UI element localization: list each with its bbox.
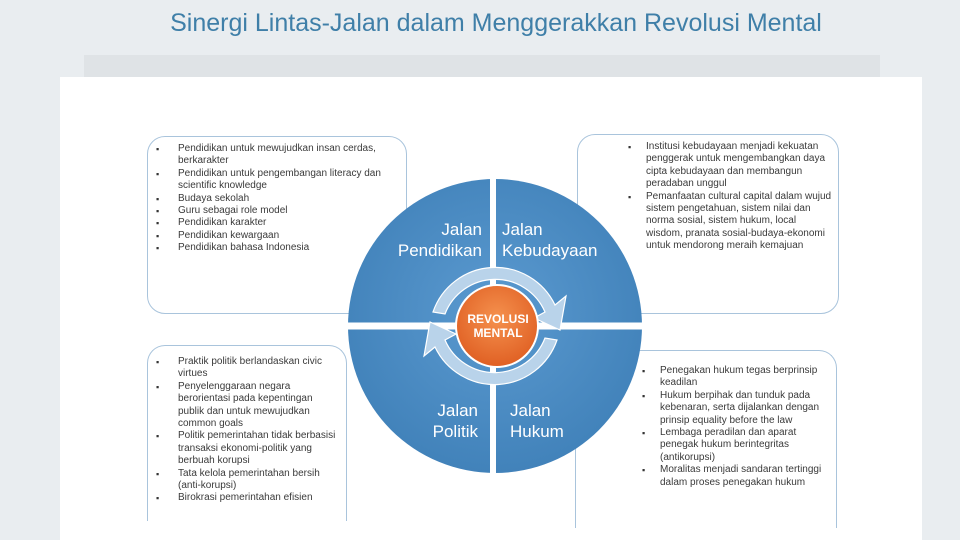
- quadrant-label-pendidikan: Jalan Pendidikan: [397, 220, 482, 260]
- quadrant-label-kebudayaan: Jalan Kebudayaan: [502, 220, 598, 260]
- list-item: ▪ Penyelenggaraan negara berorientasi pada kepentingan publik dan untuk mewujudkan common goals: [154, 381, 340, 431]
- list-item: ▪ Pemanfaatan cultural capital dalam wujud sistem pengetahuan, sistem nilai dan norma sosial, sistem hukum, local wisdom, pranata sosial-budaya-ekonomi untuk mendorong meraih kemajuan: [626, 191, 832, 253]
- list-item: ▪ Penegakan hukum tegas berprinsip keadilan: [640, 365, 830, 390]
- list-item: ▪ Birokrasi pemerintahan efisien: [154, 492, 340, 504]
- list-item: ▪ Pendidikan bahasa Indonesia: [154, 242, 400, 254]
- list-item: ▪ Guru sebagai role model: [154, 205, 400, 217]
- list-item: ▪ Pendidikan kewargaan: [154, 230, 400, 242]
- quadrant-label-hukum: Jalan Hukum: [510, 401, 564, 441]
- list-item: ▪ Tata kelola pemerintahan bersih (anti-korupsi): [154, 468, 340, 493]
- list-item: ▪ Praktik politik berlandaskan civic virtues: [154, 356, 340, 381]
- list-item: ▪ Hukum berpihak dan tunduk pada kebenaran, serta dijalankan dengan prinsip equality before the law: [640, 390, 830, 427]
- list-item: ▪ Pendidikan untuk pengembangan literacy dan scientific knowledge: [154, 168, 400, 193]
- quadrant-label-politik: Jalan Politik: [432, 401, 478, 441]
- list-item: ▪ Pendidikan untuk mewujudkan insan cerdas, berkarakter: [154, 143, 400, 168]
- slide-title: Sinergi Lintas-Jalan dalam Menggerakkan Revolusi Mental: [170, 9, 822, 37]
- list-item: ▪ Politik pemerintahan tidak berbasisi transaksi ekonomi-politik yang berbuah korupsi: [154, 430, 340, 467]
- list-item: ▪ Moralitas menjadi sandaran tertinggi dalam proses penegakan hukum: [640, 464, 830, 489]
- list-item: ▪ Lembaga peradilan dan aparat penegak hukum berintegritas (antikorupsi): [640, 427, 830, 464]
- center-label: REVOLUSI MENTAL: [467, 312, 529, 340]
- list-item: ▪ Pendidikan karakter: [154, 217, 400, 229]
- list-item: ▪ Institusi kebudayaan menjadi kekuatan penggerak untuk mengembangkan daya cipta kebudayaan dan membangun peradaban unggul: [626, 141, 832, 191]
- list-item: ▪ Budaya sekolah: [154, 193, 400, 205]
